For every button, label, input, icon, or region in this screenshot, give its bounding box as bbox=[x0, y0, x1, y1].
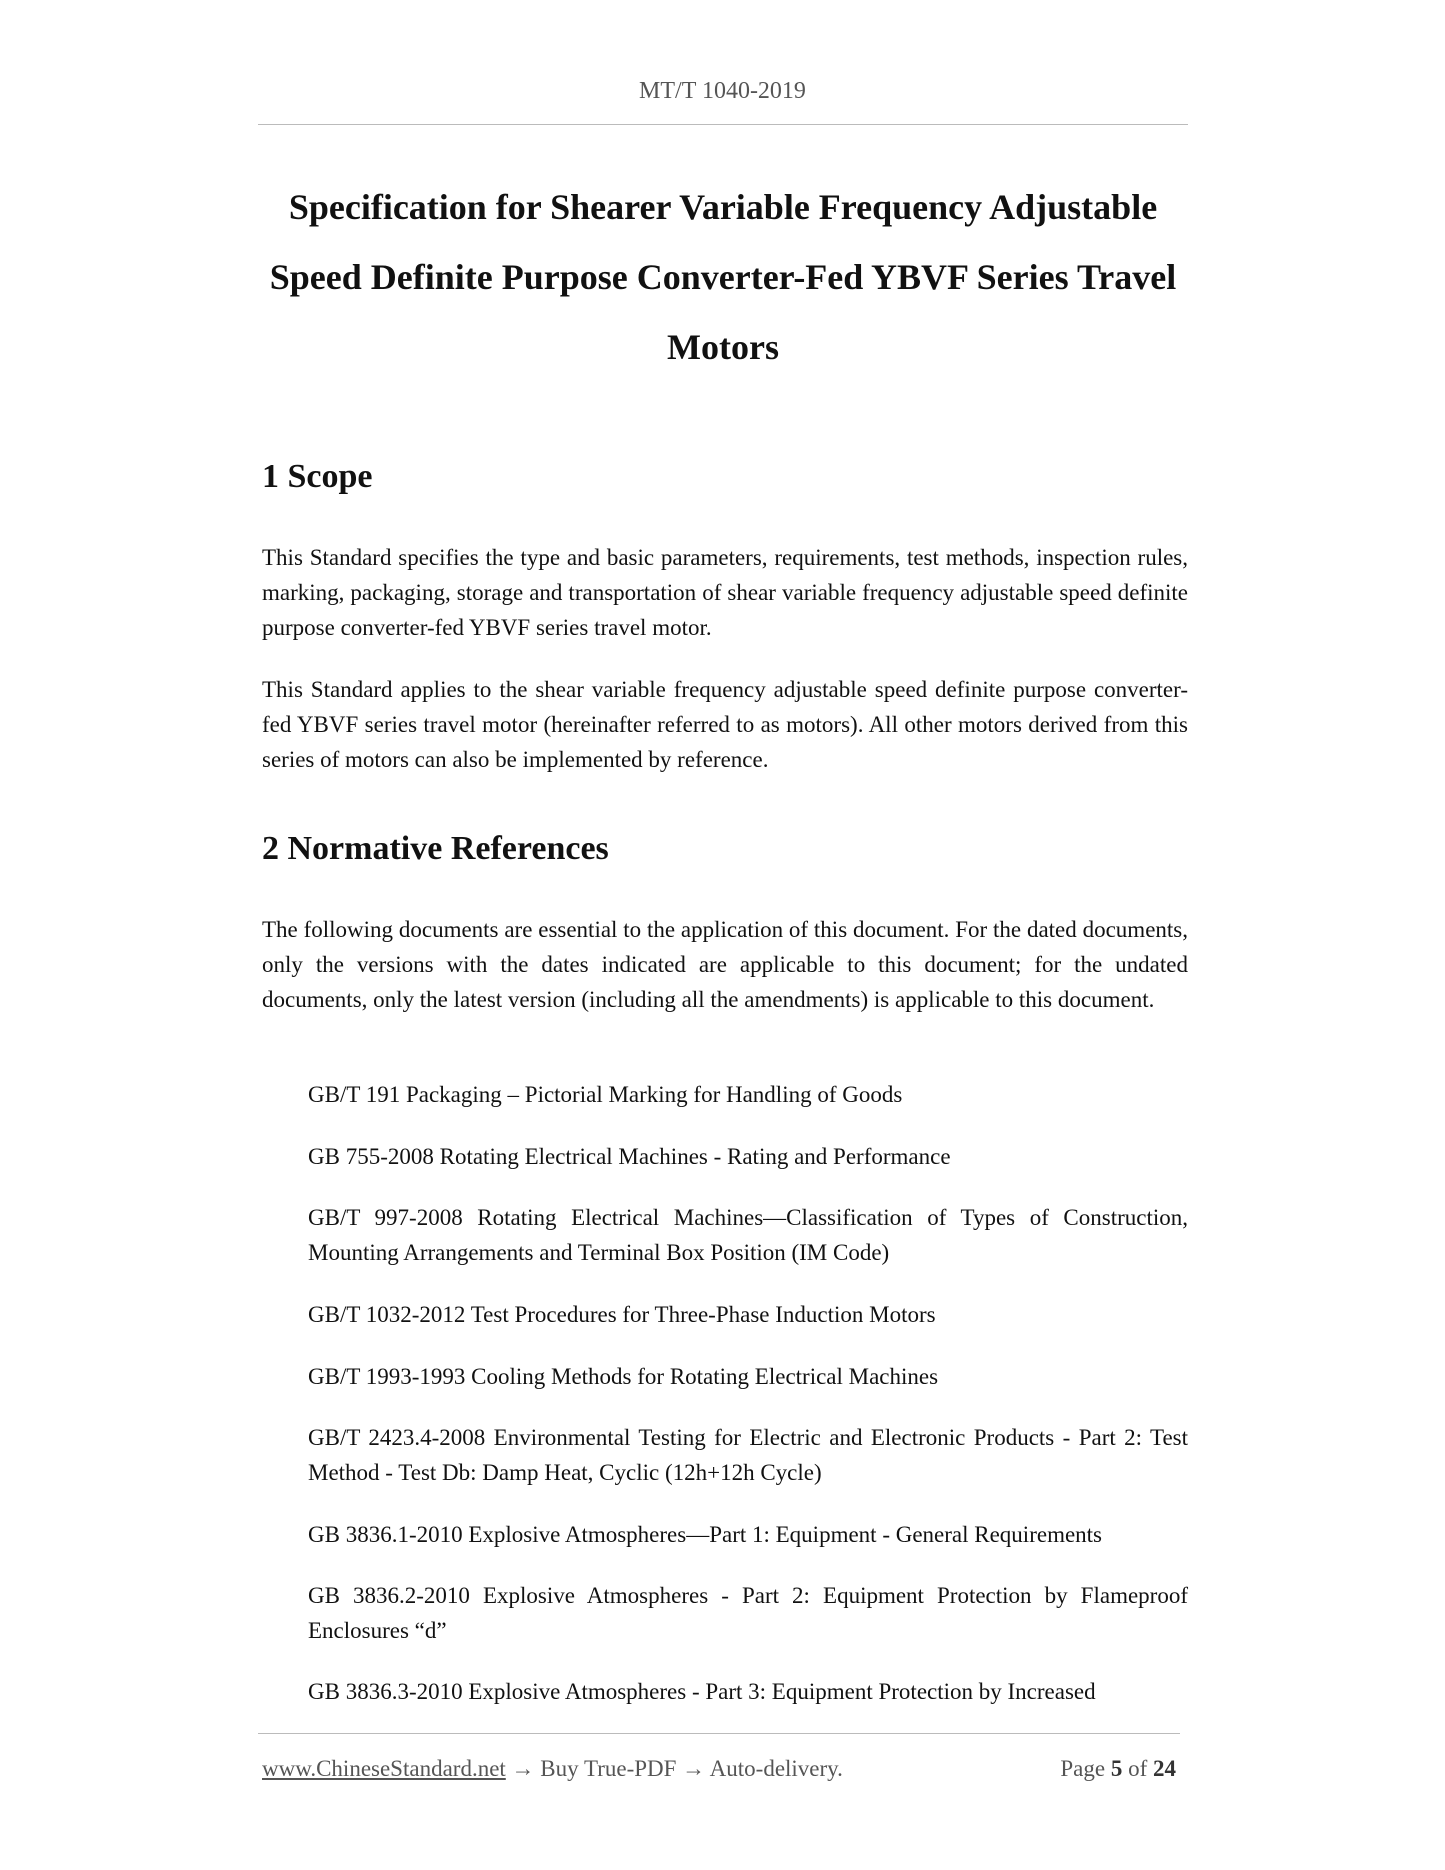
reference-item: GB/T 2423.4-2008 Environmental Testing for Electric and Electronic Products - Part 2: Test Method - Test Db: Damp Heat, Cyclic (12h+12h Cycle) bbox=[308, 1425, 1188, 1485]
scope-paragraph-1: This Standard specifies the type and basic parameters, requirements, test methods, inspection rules, marking, packaging, storage and transportation of shear variable frequency adjustable speed definite purpose converter-fed YBVF series travel motor. bbox=[262, 545, 1188, 640]
footer-tagline: → Buy True-PDF → Auto-delivery. bbox=[505, 1756, 843, 1781]
reference-item: GB/T 1032-2012 Test Procedures for Three-Phase Induction Motors bbox=[308, 1302, 936, 1327]
reference-item: GB/T 997-2008 Rotating Electrical Machines—Classification of Types of Construction, Mounting Arrangements and Terminal Box Position (IM Code) bbox=[308, 1205, 1188, 1265]
reference-item: GB 3836.1-2010 Explosive Atmospheres—Part 1: Equipment - General Requirements bbox=[308, 1522, 1103, 1547]
reference-item: GB 3836.3-2010 Explosive Atmospheres - Part 3: Equipment Protection by Increased bbox=[308, 1679, 1096, 1704]
section-heading-normative-references: 2 Normative References bbox=[262, 830, 609, 867]
header-doc-id: MT/T 1040-2019 bbox=[639, 78, 806, 104]
page-current: 5 bbox=[1110, 1756, 1123, 1781]
scope-paragraph-2: This Standard applies to the shear variable frequency adjustable speed definite purpose converter-fed YBVF series travel motor (hereinafter referred to as motors). All other motors derived from this series of motors can also be implemented by reference. bbox=[262, 677, 1188, 772]
page-total: 24 bbox=[1153, 1756, 1176, 1781]
reference-item: GB/T 191 Packaging – Pictorial Marking for Handling of Goods bbox=[308, 1082, 903, 1107]
section-heading-scope: 1 Scope bbox=[262, 458, 373, 495]
document-title: Specification for Shearer Variable Frequency Adjustable Speed Definite Purpose Converter-Fed YBVF Series Travel Motors bbox=[269, 187, 1177, 367]
page-indicator bbox=[1060, 1756, 1176, 1782]
page-of: of bbox=[1128, 1756, 1148, 1781]
reference-item: GB/T 1993-1993 Cooling Methods for Rotating Electrical Machines bbox=[308, 1364, 939, 1389]
page-label: Page bbox=[1060, 1756, 1106, 1781]
footer-divider bbox=[258, 1733, 1180, 1734]
footer bbox=[262, 1756, 1180, 1782]
header-divider bbox=[258, 124, 1188, 125]
site-link[interactable]: www.ChineseStandard.net bbox=[262, 1756, 506, 1781]
references-intro-paragraph: The following documents are essential to the application of this document. For the dated documents, only the versions with the dates indicated are applicable to this document; for the undated documents, only the latest version (including all the amendments) is applicable to this document. bbox=[262, 917, 1188, 1012]
reference-item: GB 755-2008 Rotating Electrical Machines - Rating and Performance bbox=[308, 1144, 951, 1169]
reference-item: GB 3836.2-2010 Explosive Atmospheres - Part 2: Equipment Protection by Flameproof Enclosures “d” bbox=[308, 1583, 1188, 1643]
